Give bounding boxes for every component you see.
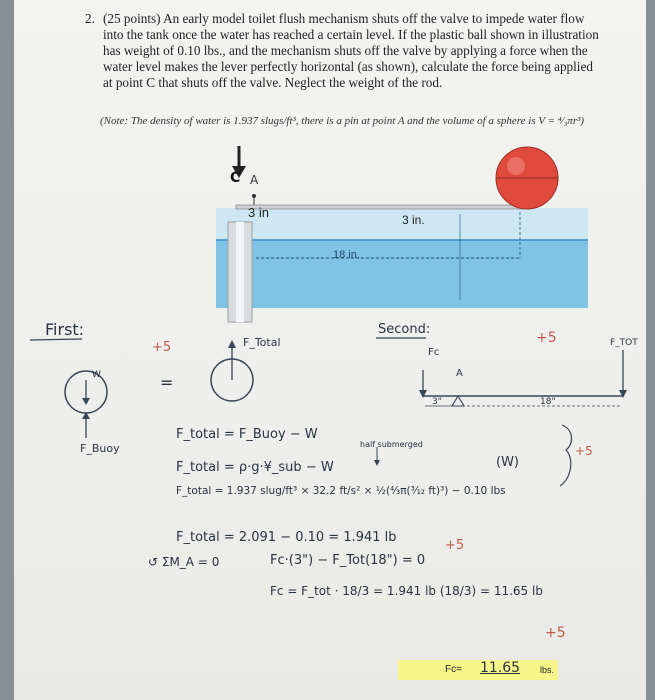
point-a-label: A bbox=[250, 173, 259, 187]
fc-label: Fc bbox=[428, 347, 440, 358]
answer-value[interactable]: 11.65 bbox=[480, 660, 521, 676]
question-body: (25 points) An early model toilet flush mechanism shuts off the valve to impede water flow into the tank once the water has reached a certain level. If the plastic ball shown in illustration has weight of 0.10 lbs., and the mechanism shuts off the valve by applying a force when the water level makes the lever perfectly horizontal (as shown), calculate the force being applied at point C that shuts off the valve. Neglect the weight of the rod. bbox=[103, 11, 599, 90]
water-region bbox=[216, 240, 588, 308]
w-label: W bbox=[92, 370, 101, 380]
question-number: 2. bbox=[85, 11, 95, 26]
second-label: Second: bbox=[378, 322, 431, 337]
equation-1: F_total = F_Buoy − W bbox=[176, 427, 318, 442]
pin-a-sketch-label: A bbox=[456, 368, 463, 379]
dim-18in: 18 in. bbox=[333, 249, 360, 261]
pin-a bbox=[252, 194, 256, 198]
flush-mechanism-diagram bbox=[216, 146, 588, 322]
half-submerged-note: half submerged bbox=[360, 440, 423, 449]
equation-2: F_total = ρ·g·¥_sub − W bbox=[176, 460, 334, 475]
score-plus5-4: +5 bbox=[445, 538, 465, 553]
equation-5: Fc·(3") − F_Tot(18") = 0 bbox=[270, 553, 426, 568]
dim-3in-left: 3 in bbox=[248, 205, 269, 220]
dim-3in-right: 3 in. bbox=[402, 213, 425, 227]
lever-rod bbox=[236, 205, 526, 209]
equals-sign: = bbox=[160, 373, 174, 392]
f-tot-label: F_TOT bbox=[610, 338, 638, 348]
score-plus5-5: +5 bbox=[545, 625, 566, 641]
answer-label: Fc= bbox=[445, 664, 462, 675]
score-plus5-3: +5 bbox=[575, 444, 593, 458]
question-note: (Note: The density of water is 1.937 slugs/ft³, there is a pin at point A and the volume of a sphere is V = ⁴⁄₃πr³) bbox=[100, 115, 585, 127]
moment-equation: ↺ ΣM_A = 0 bbox=[148, 555, 220, 569]
weight-paren: (W) bbox=[496, 455, 519, 470]
equation-3: F_total = 1.937 slug/ft³ × 32.2 ft/s² × ½(⁴⁄₃π(³⁄₁₂ ft)³) − 0.10 lbs bbox=[176, 485, 506, 497]
dim-18-sketch: 18" bbox=[540, 397, 556, 407]
score-plus5-2: +5 bbox=[536, 330, 557, 346]
free-body-first bbox=[30, 339, 253, 438]
first-label: First: bbox=[45, 320, 85, 339]
equation-4: F_total = 2.091 − 0.10 = 1.941 lb bbox=[176, 530, 397, 545]
f-buoy-label: F_Buoy bbox=[80, 442, 120, 455]
answer-highlight bbox=[398, 660, 558, 680]
point-c-label: C bbox=[230, 170, 241, 186]
score-plus5-1: +5 bbox=[152, 340, 172, 355]
equation-6: Fc = F_tot · 18/3 = 1.941 lb (18/3) = 11.65 lb bbox=[270, 584, 543, 598]
f-total-label: F_Total bbox=[243, 336, 281, 349]
dim-3-sketch: 3" bbox=[432, 397, 442, 407]
answer-unit: lbs. bbox=[540, 665, 555, 675]
